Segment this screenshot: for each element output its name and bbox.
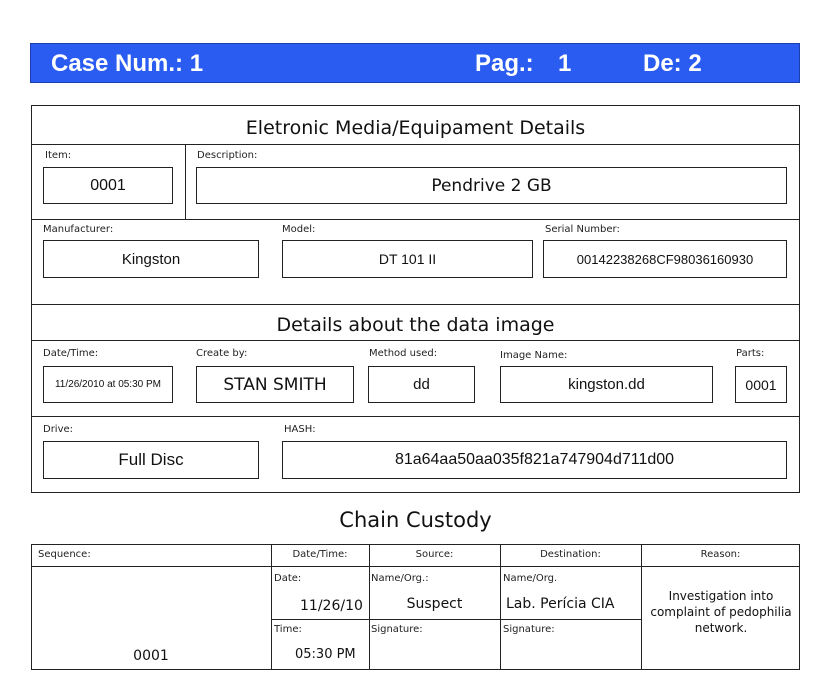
- method-field[interactable]: dd: [368, 366, 475, 403]
- media-section-title: Eletronic Media/Equipament Details: [245, 117, 586, 139]
- page-number: 1: [558, 50, 572, 77]
- destination-name-label: Name/Org.: [503, 573, 558, 584]
- image-name-label: Image Name:: [500, 350, 568, 361]
- created-by-field[interactable]: STAN SMITH: [196, 366, 354, 403]
- column-header: Destination:: [540, 549, 601, 560]
- created-by-label: Create by:: [196, 348, 248, 359]
- source-name-value: Suspect: [406, 596, 463, 612]
- case-header-bar: [30, 43, 800, 83]
- serial-number-label: Serial Number:: [545, 224, 620, 235]
- time-value: 05:30 PM: [295, 647, 356, 662]
- column-header: Sequence:: [38, 549, 91, 560]
- divider: [185, 144, 186, 219]
- divider: [641, 544, 642, 670]
- destination-signature-label: Signature:: [503, 624, 555, 635]
- image-section-title: Details about the data image: [276, 314, 555, 336]
- custody-section-title: Chain Custody: [339, 508, 492, 532]
- drive-field[interactable]: Full Disc: [43, 441, 259, 479]
- hash-label: HASH:: [284, 424, 316, 435]
- method-label: Method used:: [369, 348, 438, 359]
- parts-label: Parts:: [736, 348, 765, 359]
- datetime-label: Date/Time:: [43, 348, 99, 359]
- description-label: Description:: [197, 150, 258, 161]
- column-header: Reason:: [700, 549, 741, 560]
- serial-number-field[interactable]: 00142238268CF98036160930: [543, 240, 787, 278]
- divider: [31, 304, 800, 305]
- model-label: Model:: [282, 224, 316, 235]
- image-name-field[interactable]: kingston.dd: [500, 366, 713, 403]
- divider: [271, 619, 641, 620]
- divider: [31, 219, 800, 220]
- time-label: Time:: [274, 624, 302, 635]
- hash-field[interactable]: 81a64aa50aa035f821a747904d711d00: [282, 441, 787, 479]
- case-number: Case Num.: 1: [51, 50, 204, 77]
- divider: [31, 144, 800, 145]
- manufacturer-label: Manufacturer:: [43, 224, 114, 235]
- date-value: 11/26/10: [300, 598, 363, 614]
- description-field[interactable]: Pendrive 2 GB: [196, 167, 787, 204]
- source-signature-label: Signature:: [371, 624, 423, 635]
- model-field[interactable]: DT 101 II: [282, 240, 533, 278]
- date-label: Date:: [274, 573, 302, 584]
- source-name-label: Name/Org.:: [371, 573, 429, 584]
- parts-field[interactable]: 0001: [735, 366, 787, 403]
- destination-name-value: Lab. Perícia CIA: [506, 596, 615, 612]
- item-field[interactable]: 0001: [43, 167, 173, 204]
- page-label: Pag.:: [475, 50, 534, 77]
- divider: [31, 340, 800, 341]
- page-total: De: 2: [643, 50, 702, 77]
- drive-label: Drive:: [43, 424, 74, 435]
- details-section: [31, 105, 800, 493]
- manufacturer-field[interactable]: Kingston: [43, 240, 259, 278]
- item-label: Item:: [45, 150, 72, 161]
- column-header: Date/Time:: [292, 549, 348, 560]
- divider: [500, 544, 501, 670]
- reason-value: Investigation into complaint of pedophilia network.: [650, 589, 792, 635]
- sequence-value: 0001: [133, 648, 169, 664]
- custody-header-divider: [31, 566, 800, 567]
- divider: [271, 544, 272, 670]
- column-header: Source:: [415, 549, 454, 560]
- datetime-field[interactable]: 11/26/2010 at 05:30 PM: [43, 366, 173, 403]
- divider: [31, 416, 800, 417]
